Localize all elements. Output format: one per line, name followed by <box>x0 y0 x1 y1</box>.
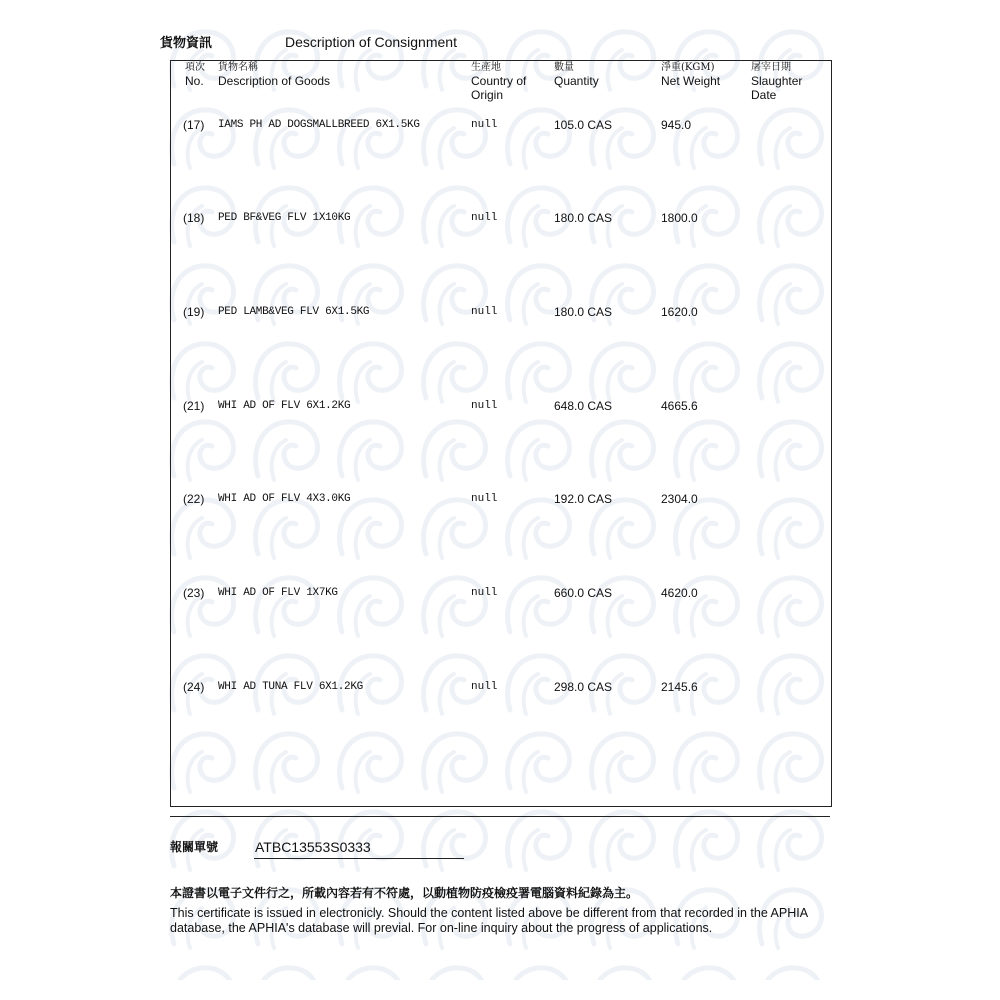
table-row: (24) WHI AD TUNA FLV 6X1.2KG null 298.0 CAS 2145.6 <box>183 680 698 694</box>
declaration-value: ATBC13553S0333 <box>255 839 371 855</box>
header-no: 項次 No. <box>185 62 205 88</box>
declaration-number <box>170 838 371 855</box>
consignment-title-en: Description of Consignment <box>285 34 457 50</box>
table-row: (22) WHI AD OF FLV 4X3.0KG null 192.0 CAS 2304.0 <box>183 492 698 506</box>
consignment-title-zh: 貨物資訊 <box>160 36 213 51</box>
consignment-section-title <box>160 32 457 51</box>
table-row: (17) IAMS PH AD DOGSMALLBREED 6X1.5KG null 105.0 CAS 945.0 <box>183 118 692 132</box>
table-row: (18) PED BF&VEG FLV 1X10KG null 180.0 CAS 1800.0 <box>183 211 698 225</box>
table-row: (23) WHI AD OF FLV 1X7KG null 660.0 CAS 4620.0 <box>183 586 698 600</box>
table-row: (21) WHI AD OF FLV 6X1.2KG null 648.0 CAS 4665.6 <box>183 399 698 413</box>
table-row: (19) PED LAMB&VEG FLV 6X1.5KG null 180.0 CAS 1620.0 <box>183 305 698 319</box>
header-slaughter-date: 屠宰日期 Slaughter Date <box>751 62 803 102</box>
section-divider <box>170 816 830 817</box>
header-net-weight: 淨重(KGM) Net Weight <box>661 62 721 88</box>
notice-zh: 本證書以電子文件行之，所載內容若有不符處，以動植物防疫檢疫署電腦資料紀錄為主。 <box>170 886 639 900</box>
declaration-underline <box>254 858 464 859</box>
header-country-of-origin: 生產地 Country of Origin <box>471 62 527 102</box>
notice-en: This certificate is issued in electronicly. Should the content listed above be different from that recorded in the APHIA database, the APHIA's database will previal. For on-line inquiry about the progress of applications. <box>170 906 808 935</box>
header-description: 貨物名稱 Description of Goods <box>218 62 331 88</box>
declaration-label-zh: 報關單號 <box>170 840 219 854</box>
header-quantity: 數量 Quantity <box>554 62 599 88</box>
goods-table <box>170 60 832 807</box>
